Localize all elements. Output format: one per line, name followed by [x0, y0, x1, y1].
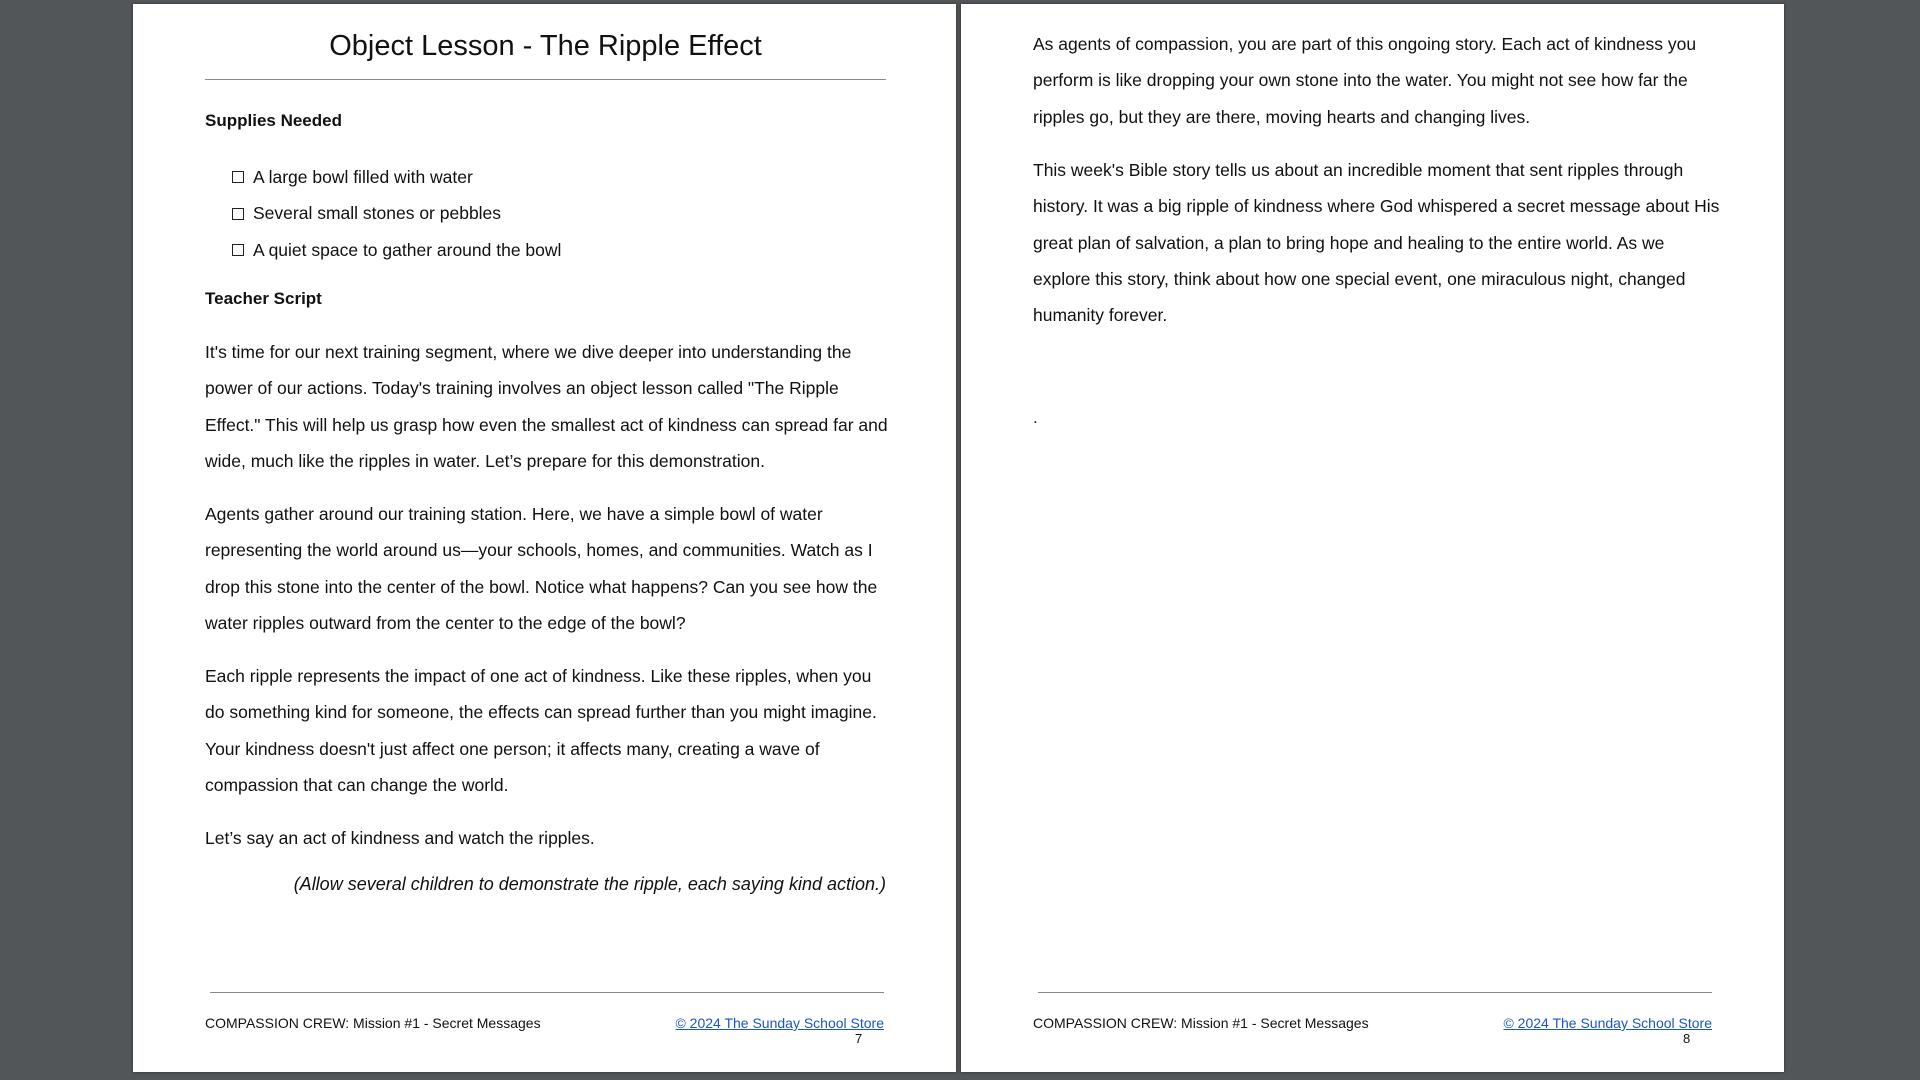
teacher-script-heading: Teacher Script: [205, 289, 322, 308]
page-number: 8: [1683, 1031, 1691, 1046]
supply-item-label: Several small stones or pebbles: [253, 203, 502, 224]
supply-item-label: A quiet space to gather around the bowl: [253, 239, 562, 260]
body-paragraph: As agents of compassion, you are part of this ongoing story. Each act of kindness you perform is like dropping your own stone into the water. You might not see how far the ripples go, but they are there, moving hearts and changing lives.: [1033, 34, 1697, 127]
footer-divider: [1038, 992, 1712, 993]
page-number: 7: [855, 1031, 863, 1046]
supply-item: [232, 196, 561, 233]
body-paragraph: It's time for our next training segment, where we dive deeper into understanding the power of our actions. Today's training involves an object lesson called "The Ripple Effect." This will help us grasp how even the smallest act of kindness can spread far and wide, much like the ripples in water. Let’s prepare for this demonstration.: [205, 342, 888, 471]
page-title: Object Lesson - The Ripple Effect: [329, 30, 762, 62]
document-page-7: [133, 4, 956, 1072]
copyright-link[interactable]: © 2024 The Sunday School Store: [675, 1015, 884, 1031]
stage-direction: (Allow several children to demonstrate the ripple, each saying kind action.): [293, 874, 886, 894]
title-divider: [205, 79, 886, 80]
copyright-link[interactable]: © 2024 The Sunday School Store: [1503, 1015, 1712, 1031]
body-paragraph: Agents gather around our training station. Here, we have a simple bowl of water representing the world around us—your schools, homes, and communities. Watch as I drop this stone into the center of the bowl. Notice what happens? Can you see how the water ripples outward from the center to the edge of the bowl?: [205, 504, 878, 633]
body-paragraph: Let’s say an act of kindness and watch the ripples.: [205, 828, 595, 848]
stray-period: .: [1033, 408, 1038, 427]
footer-series-title: COMPASSION CREW: Mission #1 - Secret Messages: [1033, 1015, 1369, 1031]
supplies-checklist: [232, 159, 561, 269]
checkbox-icon: [232, 208, 244, 220]
document-page-8: [961, 4, 1784, 1072]
body-paragraph: Each ripple represents the impact of one act of kindness. Like these ripples, when you do something kind for someone, the effects can spread further than you might imagine. Your kindness doesn't just affect one person; it affects many, creating a wave of compassion that can change the world.: [205, 666, 877, 795]
footer-series-title: COMPASSION CREW: Mission #1 - Secret Messages: [205, 1015, 541, 1031]
footer-divider: [210, 992, 884, 993]
body-paragraph: This week's Bible story tells us about an incredible moment that sent ripples through history. It was a big ripple of kindness where God whispered a secret message about His great plan of salvation, a plan to bring hope and healing to the entire world. As we explore this story, think about how one special event, one miraculous night, changed humanity forever.: [1033, 160, 1720, 326]
supply-item: [232, 159, 561, 196]
supply-item: [232, 232, 561, 269]
supply-item-label: A large bowl filled with water: [253, 166, 473, 187]
supplies-heading: Supplies Needed: [205, 111, 342, 130]
checkbox-icon: [232, 171, 244, 183]
checkbox-icon: [232, 244, 244, 256]
